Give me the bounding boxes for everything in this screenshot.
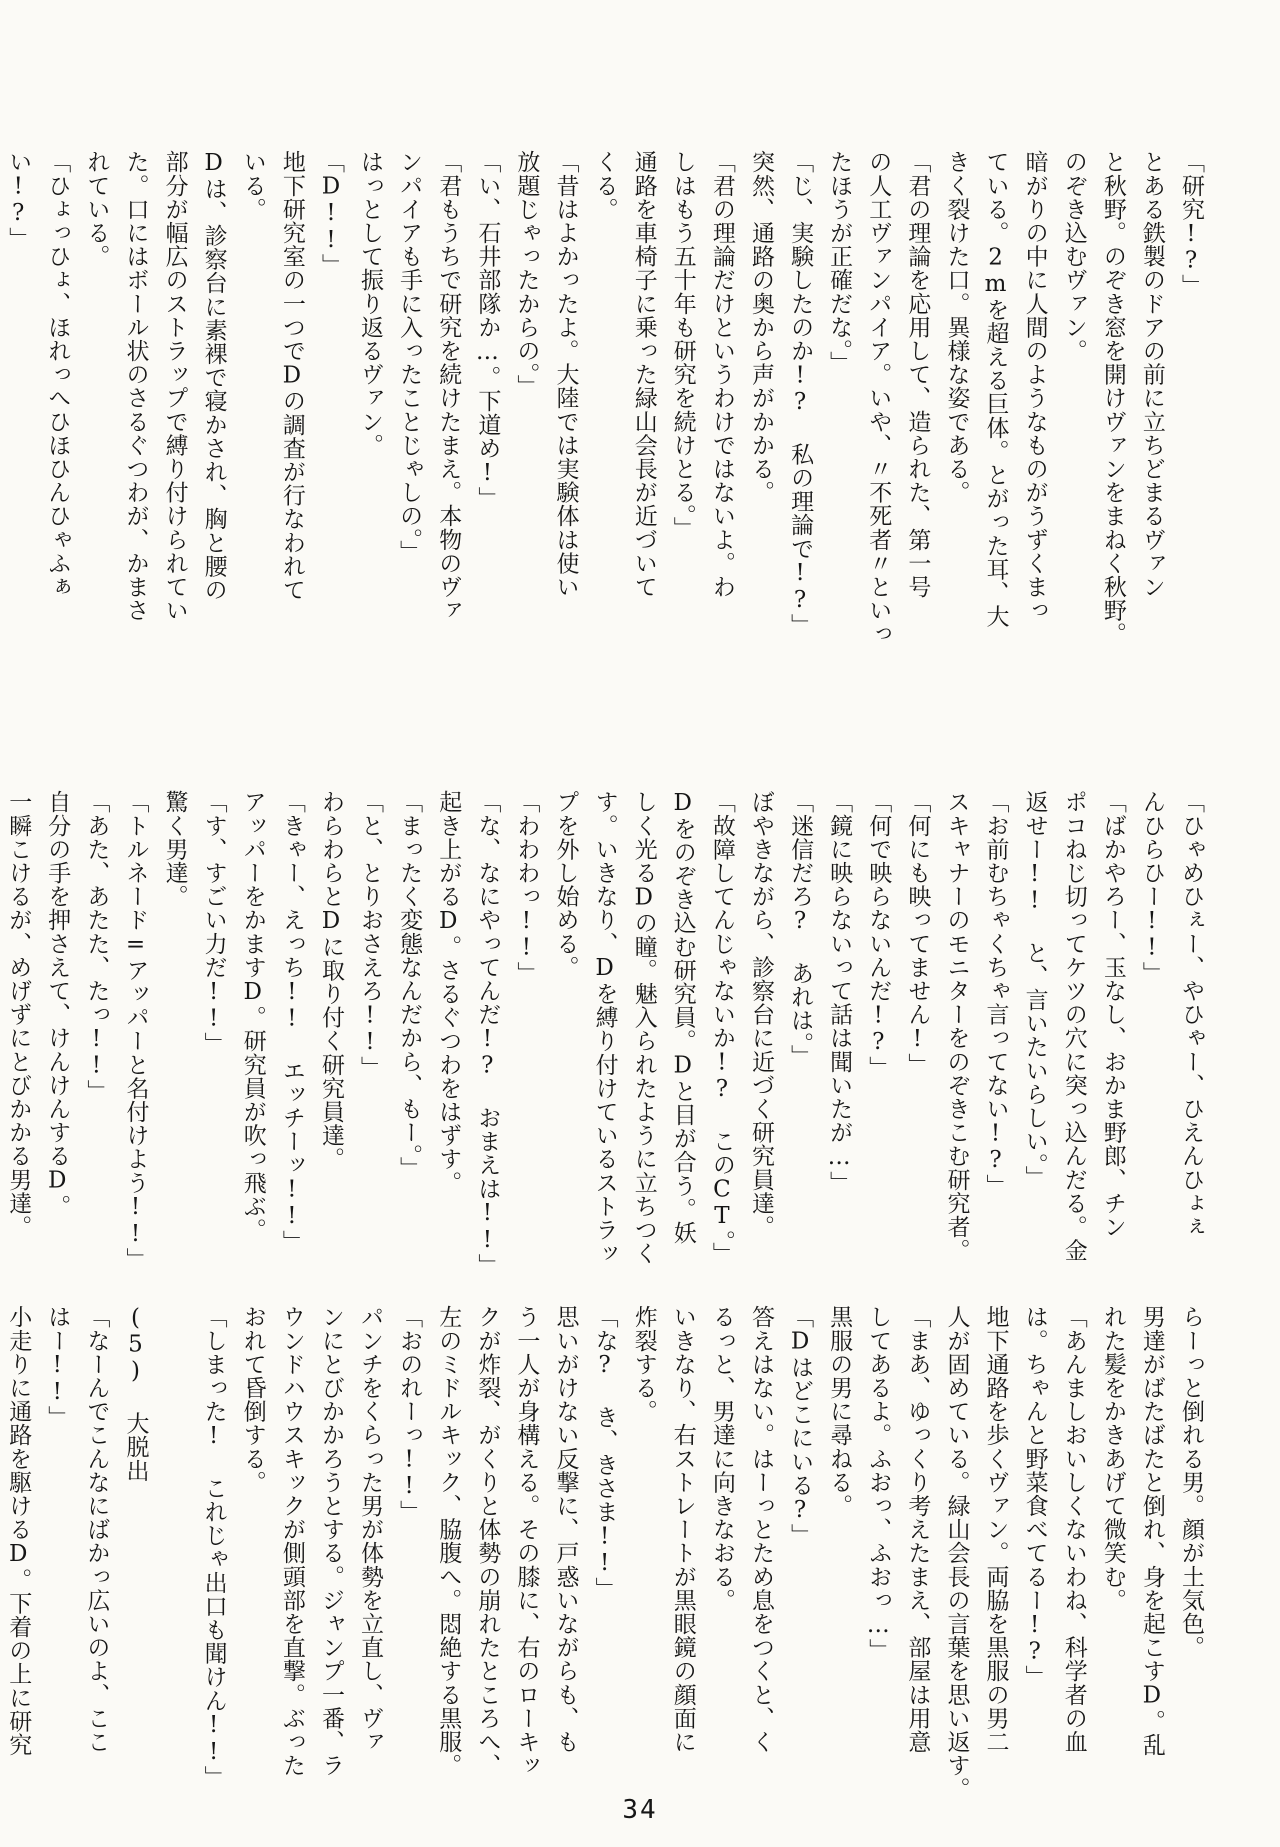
text-column: 「トルネード=アッパーと名付けよう!!」 <box>122 790 149 1271</box>
text-column: 「Dはどこにいる?」 <box>787 1305 814 1547</box>
text-column: ぼやきながら、診察台に近づく研究員達。 <box>747 790 774 1239</box>
text-column: してあるよ。ふおっ、ふおっ…」 <box>865 1305 892 1662</box>
text-column <box>154 1305 193 1765</box>
text-column: れた髪をかきあげて微笑む。 <box>1099 1305 1126 1612</box>
text-column: 「な、なにやってんだ!? おまえは!!」 <box>474 790 501 1277</box>
text-column: プを外し始める。 <box>552 790 579 979</box>
text-column: 「す、すごい力だ!!」 <box>200 790 227 1056</box>
text-column: 「まったく変態なんだから、もー。」 <box>396 790 423 1180</box>
text-column: 「ばかやろー、玉なし、おかま野郎、チン <box>1099 790 1126 1239</box>
text-column: たほうが正確だな。」 <box>826 150 853 375</box>
text-column: う一人が身構える。その膝に、右のローキッ <box>513 1305 540 1777</box>
text-block-top <box>5 150 1210 710</box>
text-column: 「研究!?」 <box>1178 150 1204 298</box>
text-column: Dは、診察台に素裸で寝かされ、胸と腰の <box>200 150 227 602</box>
text-column: 「い、石井部隊か…。下道め!」 <box>474 150 501 510</box>
text-column: 「あた、あたた、たっ!!」 <box>83 790 110 1103</box>
text-column: 「何にも映ってません!」 <box>904 790 931 1077</box>
text-column: 答えはない。はーっとため息をつくと、く <box>747 1305 774 1754</box>
text-column: ポコねじ切ってケツの穴に突っ込んだる。金 <box>1060 790 1087 1262</box>
text-column: はー!!」 <box>44 1305 71 1429</box>
text-column: いきなり、右ストレートが黒眼鏡の顔面に <box>669 1305 696 1754</box>
text-column: 突然、通路の奥から声がかかる。 <box>747 150 774 504</box>
text-column: きく裂けた口。異様な姿である。 <box>943 150 970 504</box>
text-column: 「故障してんじゃないか!? このCT。」 <box>708 790 735 1266</box>
text-column: の人工ヴァンパイア。いや、〃不死者〃といっ <box>865 150 892 646</box>
text-column: るっと、男達に向きなおる。 <box>708 1305 735 1612</box>
text-column: 炸裂する。 <box>630 1305 657 1423</box>
text-column: ンパイアも手に入ったことじゃしの。」 <box>396 150 423 564</box>
text-column: くる。 <box>591 150 618 221</box>
text-column: 「まあ、ゆっくり考えたまえ、部屋は用意 <box>904 1305 931 1754</box>
text-column: 通路を車椅子に乗った緑山会長が近づいて <box>630 150 657 599</box>
text-column: 自分の手を押さえて、けんけんするD。 <box>44 790 71 1218</box>
text-column: のぞき込むヴァン。 <box>1060 150 1087 363</box>
text-column: 暗がりの中に人間のようなものがうずくまっ <box>1021 150 1048 622</box>
text-column: (5) 大脱出 <box>122 1305 149 1483</box>
text-column: 「昔はよかったよ。大陸では実験体は使い <box>552 150 579 599</box>
text-block-middle <box>5 790 1210 1277</box>
text-block-bottom <box>5 1305 1210 1801</box>
text-column: 返せー!! と、言いたいらしい。」 <box>1021 790 1048 1189</box>
text-column: 人が固めている。緑山会長の言葉を思い返す。 <box>943 1305 970 1801</box>
text-column: 部分が幅広のストラップで縛り付けられてい <box>161 150 188 622</box>
text-column: 「お前むちゃくちゃ言ってない!?」 <box>982 790 1009 1198</box>
text-column: 「ひょっひょ、ほれっへひほひんひゃふぁ <box>44 150 71 599</box>
text-column: 「きゃー、えっち!! エッチーッ!!」 <box>278 790 305 1254</box>
text-column: 一瞬こけるが、めげずにとびかかる男達。 <box>5 790 32 1239</box>
text-column: わらわらとDに取り付く研究員達。 <box>317 790 344 1171</box>
text-column: 地下研究室の一つでDの調査が行なわれて <box>278 150 305 602</box>
text-column: クが炸裂、がくりと体勢の崩れたところへ、 <box>474 1305 501 1777</box>
text-column: 「君の理論だけというわけではないよ。わ <box>708 150 735 599</box>
text-column: しはもう五十年も研究を続けとる。」 <box>669 150 696 540</box>
text-column: は。ちゃんと野菜食べてるー!?」 <box>1021 1305 1048 1689</box>
text-column: 「あんましおいしくないわね、科学者の血 <box>1060 1305 1087 1754</box>
text-column: 驚く男達。 <box>161 790 188 908</box>
text-column: 男達がばたばたと倒れ、身を起こすD。乱 <box>1138 1305 1165 1757</box>
text-column: 「迷信だろ? あれは。」 <box>787 790 814 1068</box>
text-column: しく光るDの瞳。魅入られたように立ちつく <box>630 790 657 1265</box>
text-column: 「なーんでこんなにばかっ広いのよ、ここ <box>83 1305 110 1754</box>
text-column: 思いがけない反撃に、戸惑いながらも、も <box>552 1305 579 1754</box>
text-column: 地下通路を歩くヴァン。両脇を黒服の男二 <box>982 1305 1009 1754</box>
text-column: 「ひゃめひぇー、やひゃー、ひえんひょぇ <box>1178 790 1204 1239</box>
text-column: スキャナーのモニターをのぞきこむ研究者。 <box>943 790 970 1262</box>
text-column: らーっと倒れる男。顔が土気色。 <box>1178 1305 1204 1659</box>
text-column: た。口にはボール状のさるぐつわが、かまさ <box>122 150 149 622</box>
text-column: おれて昏倒する。 <box>239 1305 266 1494</box>
text-column: パンチをくらった男が体勢を立直し、ヴァ <box>357 1305 384 1754</box>
text-column: Dをのぞき込む研究員。Dと目が合う。妖 <box>669 790 696 1245</box>
text-column: ている。2mを超える巨体。とがった耳、大 <box>982 150 1009 628</box>
text-column: いる。 <box>239 150 266 221</box>
text-column: 放題じゃったからの。」 <box>513 150 540 399</box>
text-column: す。いきなり、Dを縛り付けているストラッ <box>591 790 618 1265</box>
text-column: と秋野。のぞき窓を開けヴァンをまねく秋野。 <box>1099 150 1126 646</box>
text-column: ンにとびかかろうとする。ジャンプ一番、ラ <box>317 1305 344 1777</box>
text-column: 「と、とりおさえろ!!」 <box>357 790 384 1080</box>
text-column: 「な? き、きさま!!」 <box>591 1305 618 1601</box>
text-column: 「じ、実験したのか!? 私の理論で!?」 <box>787 150 814 637</box>
text-column: 「君の理論を応用して、造られた、第一号 <box>904 150 931 599</box>
text-column: 「何で映らないんだ!?」 <box>865 790 892 1080</box>
text-column: 「しまった! これじゃ出口も聞けん!!」 <box>200 1305 227 1789</box>
text-column: れている。 <box>83 150 110 268</box>
text-column: い!?」 <box>5 150 32 251</box>
text-column: んひらひー!!」 <box>1138 790 1165 985</box>
text-column: 「D!!」 <box>317 150 344 277</box>
text-column: 「君もうちで研究を続けたまえ。本物のヴァ <box>435 150 462 622</box>
text-column: はっとして振り返るヴァン。 <box>357 150 384 457</box>
text-column: アッパーをかますD。研究員が吹っ飛ぶ。 <box>239 790 266 1242</box>
text-column: 左のミドルキック、脇腹へ。悶絶する黒服。 <box>435 1305 462 1777</box>
text-column: 黒服の男に尋ねる。 <box>826 1305 853 1518</box>
text-column: ウンドハウスキックが側頭部を直撃。ぶった <box>278 1305 305 1777</box>
text-column: 起き上がるD。さるぐつわをはずす。 <box>435 790 462 1195</box>
text-column: 「おのれーっ!!」 <box>396 1305 423 1524</box>
page-number: 34 <box>622 1795 658 1825</box>
text-column: 「鏡に映らないって話は聞いたが…」 <box>826 790 853 1195</box>
text-column: 「わわわっ!!」 <box>513 790 540 985</box>
text-column: 小走りに通路を駆けるD。下着の上に研究 <box>5 1305 32 1757</box>
text-column: とある鉄製のドアの前に立ちどまるヴァン <box>1138 150 1165 599</box>
